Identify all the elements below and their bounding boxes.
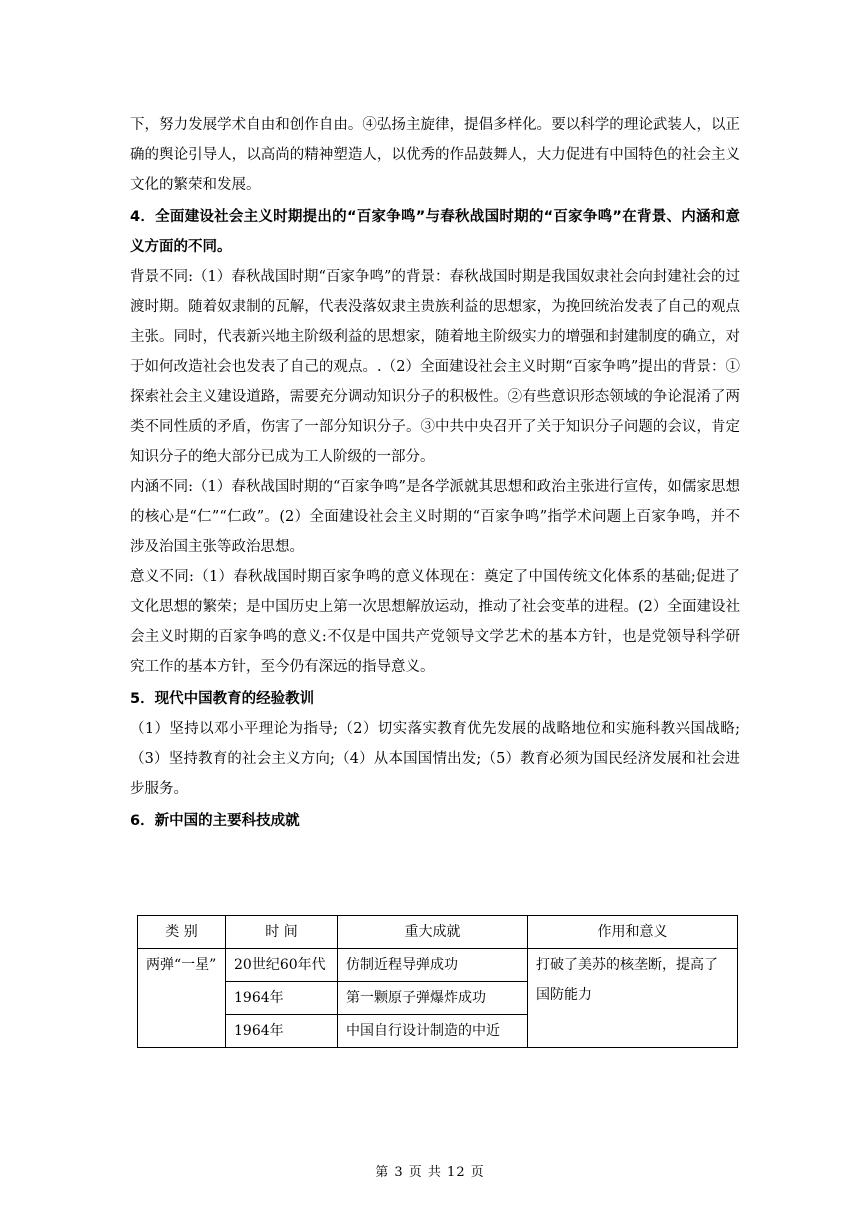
section-5-heading: 5．现代中国教育的经验教训 — [130, 691, 315, 707]
header-achievement: 重大成就 — [338, 916, 528, 949]
page-content — [130, 110, 740, 836]
header-category: 类 别 — [138, 916, 226, 949]
section-4-connotation: 内涵不同:（1）春秋战国时期的“百家争鸣”是各学派就其思想和政治主张进行宣传，如儒家思想的核心是“仁”“仁政”。(2）全面建设社会主义时期的“百家争鸣”指学术问题上百家争鸣，并不涉及治国主张等政治思想。 — [130, 479, 740, 555]
section-4-background: 背景不同:（1）春秋战国时期“百家争鸣”的背景：春秋战国时期是我国奴隶社会向封建社会的过渡时期。随着奴隶制的瓦解，代表没落奴隶主贵族利益的思想家，为挽回统治发表了自己的观点主张。同时，代表新兴地主阶级利益的思想家，随着地主阶级实力的增强和封建制度的确立，对于如何改造社会也发表了自己的观点。.（2）全面建设社会主义时期“百家争鸣”提出的背景：①探索社会主义建设道路，需要充分调动知识分子的积极性。②有些意识形态领域的争论混淆了两类不同性质的矛盾，伤害了一部分知识分子。③中共中央召开了关于知识分子问题的会议，肯定知识分子的绝大部分已成为工人阶级的一部分。 — [130, 269, 740, 465]
table-row — [138, 949, 738, 982]
paragraph-continuation: 下，努力发展学术自由和创作自由。④弘扬主旋律，提倡多样化。要以科学的理论武装人，以正确的舆论引导人，以高尚的精神塑造人，以优秀的作品鼓舞人，大力促进有中国特色的社会主义文化的繁荣和发展。 — [130, 117, 740, 193]
time-cell: 1964年 — [226, 1015, 338, 1048]
achievement-cell: 中国自行设计制造的中近 — [338, 1015, 528, 1048]
section-4-heading: 4．全面建设社会主义时期提出的“百家争鸣”与春秋战国时期的“百家争鸣”在背景、内涵和意义方面的不同。 — [130, 209, 740, 255]
page-number-footer: 第 3 页 共 12 页 — [375, 1165, 485, 1180]
time-cell: 20世纪60年代 — [226, 949, 338, 982]
significance-cell: 打破了美苏的核垄断，提高了国防能力 — [528, 949, 738, 1048]
time-cell: 1964年 — [226, 982, 338, 1015]
category-cell: 两弹“一星” — [138, 949, 226, 1048]
table-header-row — [138, 916, 738, 949]
header-significance: 作用和意义 — [528, 916, 738, 949]
section-5-body: （1）坚持以邓小平理论为指导;（2）切实落实教育优先发展的战略地位和实施科教兴国战略;（3）坚持教育的社会主义方向;（4）从本国国情出发;（5）教育必须为国民经济发展和社会进步服务。 — [130, 721, 740, 797]
achievement-cell: 仿制近程导弹成功 — [338, 949, 528, 982]
section-6-heading: 6．新中国的主要科技成就 — [130, 813, 300, 829]
achievement-cell: 第一颗原子弹爆炸成功 — [338, 982, 528, 1015]
achievements-table — [137, 915, 738, 1048]
header-time: 时 间 — [226, 916, 338, 949]
section-4-significance: 意义不同:（1）春秋战国时期百家争鸣的意义体现在：奠定了中国传统文化体系的基础;促进了文化思想的繁荣；是中国历史上第一次思想解放运动，推动了社会变革的进程。(2）全面建设社会主义时期的百家争鸣的意义:不仅是中国共产党领导文学艺术的基本方针，也是党领导科学研究工作的基本方针，至今仍有深远的指导意义。 — [130, 569, 740, 675]
